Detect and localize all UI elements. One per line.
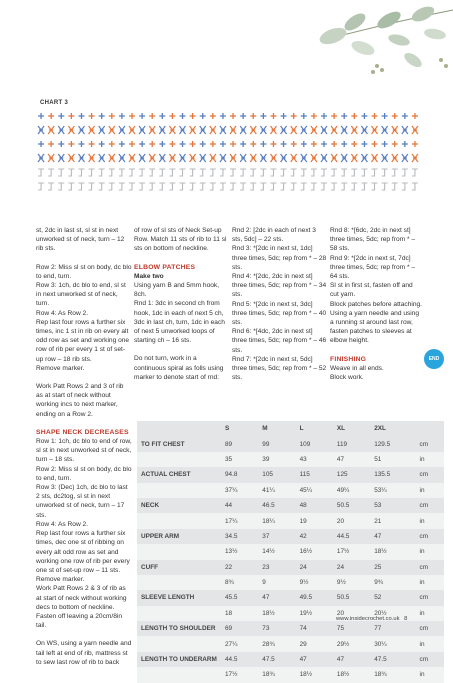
measurement-label	[137, 544, 221, 559]
section-heading: SHAPE NECK DECREASES	[36, 428, 129, 436]
text-column-1	[36, 226, 132, 676]
measurement-value: 44.5	[221, 652, 258, 667]
measurement-unit: cm	[416, 652, 444, 667]
measurement-label	[137, 667, 221, 682]
text-column-2	[134, 226, 230, 391]
paragraph: On WS, using a yarn needle and tail left at end of rib, mattress st to sew last row of rib to back	[36, 640, 132, 666]
chart-stitch-symbol	[210, 183, 216, 190]
paragraph: of row of sl sts of Neck Set-up Row. Match 11 sts of rib to 11 sl sts on bottom of neckline.	[134, 227, 227, 253]
size-header: 2XL	[370, 421, 415, 436]
measurement-value: 48	[296, 498, 333, 513]
chart-stitch-symbol	[99, 169, 105, 176]
chart-stitch-symbol	[281, 169, 287, 176]
measurement-value: 47	[370, 529, 415, 544]
table-row	[137, 590, 444, 605]
crochet-symbol-chart	[36, 108, 420, 204]
measurement-unit: in	[416, 606, 444, 621]
table-row	[137, 652, 444, 667]
measurement-label: SLEEVE LENGTH	[137, 590, 221, 605]
measurement-value: 18¾	[258, 667, 295, 682]
measurement-value: 47.5	[258, 652, 295, 667]
measurement-value: 22	[221, 560, 258, 575]
size-header: M	[258, 421, 295, 436]
table-row	[137, 467, 444, 482]
measurement-value: 37¼	[221, 483, 258, 498]
chart-stitch-symbol	[341, 169, 347, 176]
measurement-value: 25	[370, 560, 415, 575]
chart-stitch-symbol	[260, 183, 266, 190]
table-row	[137, 483, 444, 498]
chart-stitch-symbol	[382, 169, 388, 176]
paragraph: Rnd 6: *[4dc, 2dc in next st] three times, 5dc; rep from * – 46 sts.	[232, 328, 327, 354]
measurement-value: 20	[333, 513, 370, 528]
measurement-value: 53	[370, 498, 415, 513]
footer-url: www.insidecrochet.co.uk	[336, 616, 400, 622]
measurement-unit: cm	[416, 590, 444, 605]
paragraph: Rnd 2: [2dc in each of next 3 sts, 5dc] – 22 sts.	[232, 227, 316, 244]
measurement-value: 9½	[333, 575, 370, 590]
measurement-value: 20½	[370, 606, 415, 621]
chart-stitch-symbol	[89, 183, 95, 190]
measurement-value: 47	[258, 590, 295, 605]
measurement-value: 17¼	[221, 513, 258, 528]
table-row	[137, 498, 444, 513]
paragraph: Fasten off leaving a 20cm/8in tail.	[36, 612, 123, 630]
chart-stitch-symbol	[119, 183, 125, 190]
measurement-value: 47	[296, 652, 333, 667]
chart-stitch-symbol	[250, 183, 256, 190]
chart-stitch-symbol	[78, 169, 84, 176]
chart-stitch-symbol	[240, 169, 246, 176]
measurement-unit: in	[416, 575, 444, 590]
chart-stitch-symbol	[341, 183, 347, 190]
paragraph: Rep last four rows a further six times, dec one st of ribbing on every alt odd row as set and working one row of rib per every one st of set-up row – 11 sts.	[36, 530, 130, 574]
measurement-value: 50.5	[333, 590, 370, 605]
section-heading: FINISHING	[330, 355, 367, 363]
measurement-value: 39	[258, 452, 295, 467]
paragraph: Block work.	[330, 374, 364, 382]
paragraph: Sl st in first st, fasten off and cut yarn.	[330, 282, 413, 299]
measurement-value: 77	[370, 621, 415, 636]
chart-stitch-symbol	[78, 183, 84, 190]
chart-stitch-symbol	[321, 169, 327, 176]
measurement-value: 49¼	[333, 483, 370, 498]
measurement-value: 75	[333, 621, 370, 636]
chart-stitch-symbol	[109, 169, 115, 176]
measurement-value: 28¾	[258, 636, 295, 651]
size-header: L	[296, 421, 333, 436]
chart-stitch-symbol	[402, 169, 408, 176]
paragraph: st, 2dc in last st, sl st in next unworked st of neck, turn – 12 rib sts.	[36, 227, 125, 253]
chart-stitch-symbol	[351, 183, 357, 190]
measurement-unit: cm	[416, 498, 444, 513]
measurement-value: 52	[370, 590, 415, 605]
measurement-value: 9	[258, 575, 295, 590]
size-header-unit	[416, 421, 444, 436]
chart-stitch-symbol	[48, 169, 54, 176]
measurement-label	[137, 483, 221, 498]
measurement-label: LENGTH TO SHOULDER	[137, 621, 221, 636]
measurement-value: 24	[296, 560, 333, 575]
measurement-value: 34.5	[221, 529, 258, 544]
measurement-label	[137, 452, 221, 467]
chart-stitch-symbol	[159, 169, 165, 176]
paragraph: Using a yarn needle and using a running st around last row, fasten patches to sleeves at elbow height.	[330, 309, 420, 345]
paragraph: Remove marker.	[36, 576, 85, 584]
chart-stitch-symbol	[321, 183, 327, 190]
measurement-label: CUFF	[137, 560, 221, 575]
chart-title: CHART 3	[40, 100, 69, 106]
measurement-unit: cm	[416, 529, 444, 544]
section-heading: ELBOW PATCHES	[134, 263, 196, 271]
measurement-unit: in	[416, 483, 444, 498]
measurement-value: 47	[333, 652, 370, 667]
paragraph: Rnd 8: *[6dc, 2dc in next st] three times, 5dc; rep from * – 58 sts.	[330, 227, 416, 253]
footer-page-number: 8	[404, 616, 408, 622]
measurement-value: 19	[296, 513, 333, 528]
measurement-value: 50.5	[333, 498, 370, 513]
measurement-value: 18½	[370, 544, 415, 559]
chart-stitch-symbol	[291, 183, 297, 190]
measurement-unit: cm	[416, 467, 444, 482]
chart-stitch-symbol	[109, 183, 115, 190]
measurement-label	[137, 636, 221, 651]
size-header-row	[137, 421, 444, 436]
chart-stitch-symbol	[38, 183, 44, 190]
paragraph: Rnd 9: *[2dc in next st, 7dc] three times, 5dc; rep from * – 64 sts.	[330, 254, 416, 281]
end-badge: END	[424, 349, 444, 369]
measurement-value: 27¼	[221, 636, 258, 651]
paragraph: Rnd 4: *[2dc, 2dc in next st] three times, 5dc; rep from * – 34 sts.	[232, 273, 327, 299]
chart-stitch-symbol	[311, 169, 317, 176]
measurement-value: 51	[370, 452, 415, 467]
size-header-label	[137, 421, 221, 436]
chart-stitch-symbol	[361, 169, 367, 176]
chart-stitch-symbol	[291, 169, 297, 176]
paragraph: Row 2: Miss sl st on body, dc blo to end, turn.	[36, 263, 132, 280]
text-column-3	[232, 226, 328, 391]
table-row	[137, 452, 444, 467]
chart-stitch-symbol	[240, 183, 246, 190]
chart-stitch-symbol	[331, 183, 337, 190]
paragraph: Row 3: 1ch, dc blo to end, sl st in next unworked st of neck, turn.	[36, 282, 126, 308]
paragraph: Using yarn B and 5mm hook, 8ch.	[134, 282, 220, 299]
measurement-label	[137, 513, 221, 528]
paragraph: Rnd 1: 3dc in second ch from hook, 1dc in each of next 5 ch, 3dc in last ch, turn, 1dc in each of next 5 unworked loops of starting ch – 16 sts.	[134, 300, 225, 345]
chart-stitch-symbol	[129, 183, 135, 190]
measurement-value: 47.5	[370, 652, 415, 667]
chart-stitch-symbol	[331, 169, 337, 176]
measurement-value: 18½	[258, 606, 295, 621]
paragraph: Block patches before attaching.	[330, 300, 423, 308]
measurement-value: 13½	[221, 544, 258, 559]
measurement-value: 45¼	[296, 483, 333, 498]
measurement-value: 18½	[296, 667, 333, 682]
chart-stitch-symbol	[281, 183, 287, 190]
measurement-value: 115	[296, 467, 333, 482]
measurement-value: 18	[221, 606, 258, 621]
chart-stitch-symbol	[392, 183, 398, 190]
paragraph: Rep last four rows a further six times, inc 1 st in rib on every alt odd row as set and working one row of rib per every 1 st of set-up row – 18 rib sts.	[36, 318, 130, 363]
measurement-value: 129.5	[370, 436, 415, 451]
measurement-value: 94.8	[221, 467, 258, 482]
chart-stitch-symbol	[250, 169, 256, 176]
paragraph: Remove marker.	[36, 364, 85, 372]
measurement-value: 74	[296, 621, 333, 636]
paragraph: Row 3: (Dec) 1ch, dc blo to last 2 sts, dc2tog, sl st in next unworked st of neck, turn – 17 sts.	[36, 484, 128, 519]
eucalyptus-leaves-illustration	[303, 0, 453, 90]
measurement-label	[137, 575, 221, 590]
chart-stitch-symbol	[190, 169, 196, 176]
chart-stitch-symbol	[200, 169, 206, 176]
chart-stitch-symbol	[301, 183, 307, 190]
size-table	[137, 421, 444, 683]
chart-stitch-symbol	[412, 169, 418, 176]
measurement-value: 29	[296, 636, 333, 651]
measurement-label: UPPER ARM	[137, 529, 221, 544]
table-row	[137, 544, 444, 559]
table-row	[137, 436, 444, 451]
measurement-value: 109	[296, 436, 333, 451]
measurement-value: 47	[333, 452, 370, 467]
measurement-value: 18½	[333, 667, 370, 682]
table-row	[137, 513, 444, 528]
chart-stitch-symbol	[230, 169, 236, 176]
table-row	[137, 529, 444, 544]
chart-stitch-symbol	[382, 183, 388, 190]
chart-stitch-symbol	[169, 169, 175, 176]
measurement-unit: in	[416, 452, 444, 467]
chart-stitch-symbol	[200, 183, 206, 190]
paragraph: Rnd 3: *[2dc in next st, 1dc] three times, 5dc; rep from * – 28 sts.	[232, 245, 327, 271]
measurement-value: 8¾	[221, 575, 258, 590]
measurement-label	[137, 606, 221, 621]
measurement-value: 43	[296, 452, 333, 467]
chart-stitch-symbol	[190, 183, 196, 190]
measurement-value: 21	[370, 513, 415, 528]
measurement-value: 44.5	[333, 529, 370, 544]
paragraph: Rnd 5: *[2dc in next st, 3dc] three times, 5dc; rep from * – 40 sts.	[232, 300, 327, 327]
measurement-value: 23	[258, 560, 295, 575]
chart-stitch-symbol	[139, 169, 145, 176]
table-row	[137, 575, 444, 590]
measurement-value: 24	[333, 560, 370, 575]
measurement-value: 41¼	[258, 483, 295, 498]
chart-stitch-symbol	[89, 169, 95, 176]
measurement-unit: cm	[416, 621, 444, 636]
chart-stitch-symbol	[180, 169, 186, 176]
measurement-value: 9½	[296, 575, 333, 590]
measurement-value: 14½	[258, 544, 295, 559]
measurement-value: 19½	[296, 606, 333, 621]
chart-stitch-symbol	[301, 169, 307, 176]
measurement-value: 135.5	[370, 467, 415, 482]
measurement-unit: in	[416, 667, 444, 682]
chart-stitch-symbol	[230, 183, 236, 190]
chart-stitch-symbol	[270, 183, 276, 190]
chart-stitch-symbol	[180, 183, 186, 190]
measurement-value: 35	[221, 452, 258, 467]
measurement-unit: in	[416, 636, 444, 651]
measurement-label: NECK	[137, 498, 221, 513]
measurement-value: 37	[258, 529, 295, 544]
page-footer	[336, 616, 407, 622]
measurement-value: 20	[333, 606, 370, 621]
chart-stitch-symbol	[210, 169, 216, 176]
chart-stitch-symbol	[68, 169, 74, 176]
chart-stitch-symbol	[58, 169, 64, 176]
paragraph: Do not turn, work in a continuous spiral as folls using marker to denote start of rnd:	[134, 355, 224, 381]
size-header: S	[221, 421, 258, 436]
table-row	[137, 667, 444, 682]
size-header: XL	[333, 421, 370, 436]
chart-stitch-symbol	[139, 183, 145, 190]
measurement-label: TO FIT CHEST	[137, 436, 221, 451]
chart-stitch-symbol	[311, 183, 317, 190]
measurement-unit: in	[416, 513, 444, 528]
text-column-4	[330, 226, 422, 391]
chart-stitch-symbol	[220, 183, 226, 190]
measurement-value: 69	[221, 621, 258, 636]
chart-stitch-symbol	[159, 183, 165, 190]
chart-stitch-symbol	[169, 183, 175, 190]
measurement-value: 16½	[296, 544, 333, 559]
chart-stitch-symbol	[220, 169, 226, 176]
paragraph: Row 4: As Row 2.	[36, 520, 89, 528]
chart-stitch-symbol	[48, 183, 54, 190]
chart-stitch-symbol	[372, 169, 378, 176]
measurement-value: 125	[333, 467, 370, 482]
subheading: Make two	[134, 272, 164, 280]
table-row	[137, 560, 444, 575]
paragraph: Weave in all ends.	[330, 364, 384, 372]
measurement-value: 105	[258, 467, 295, 482]
chart-stitch-symbol	[392, 169, 398, 176]
measurement-label: LENGTH TO UNDERARM	[137, 652, 221, 667]
chart-stitch-symbol	[149, 183, 155, 190]
paragraph: Work Patt Rows 2 & 3 of rib as at start of neck without working decs to bottom of neckline.	[36, 585, 127, 611]
measurement-value: 119	[333, 436, 370, 451]
chart-stitch-symbol	[99, 183, 105, 190]
paragraph: Row 1: 1ch, dc blo to end of row, sl st in next unworked st of neck, turn – 18 sts.	[36, 438, 132, 464]
chart-stitch-symbol	[402, 183, 408, 190]
measurement-value: 18¾	[370, 667, 415, 682]
measurement-value: 49.5	[296, 590, 333, 605]
chart-stitch-symbol	[372, 183, 378, 190]
chart-stitch-symbol	[58, 183, 64, 190]
measurement-value: 42	[296, 529, 333, 544]
table-row	[137, 636, 444, 651]
measurement-value: 18¼	[258, 513, 295, 528]
measurement-value: 73	[258, 621, 295, 636]
measurement-value: 46.5	[258, 498, 295, 513]
measurement-value: 45.5	[221, 590, 258, 605]
measurement-value: 17½	[333, 544, 370, 559]
chart-stitch-symbol	[68, 183, 74, 190]
chart-stitch-symbol	[270, 169, 276, 176]
paragraph: Work Patt Rows 2 and 3 of rib as at start of neck without working incs to next marker, ending on a Row 2.	[36, 383, 124, 418]
chart-stitch-symbol	[119, 169, 125, 176]
measurement-value: 53¼	[370, 483, 415, 498]
measurement-value: 44	[221, 498, 258, 513]
chart-stitch-symbol	[149, 169, 155, 176]
chart-stitch-symbol	[129, 169, 135, 176]
table-row	[137, 621, 444, 636]
chart-stitch-symbol	[38, 169, 44, 176]
paragraph: Row 4: As Row 2.	[36, 309, 89, 317]
chart-stitch-symbol	[412, 183, 418, 190]
chart-stitch-symbol	[351, 169, 357, 176]
measurement-value: 17½	[221, 667, 258, 682]
measurement-label: ACTUAL CHEST	[137, 467, 221, 482]
measurement-unit: in	[416, 544, 444, 559]
chart-stitch-symbol	[260, 169, 266, 176]
measurement-value: 99	[258, 436, 295, 451]
paragraph: Rnd 7: *[2dc in next st, 5dc] three times, 5dc; rep from * – 52 sts.	[232, 355, 327, 382]
measurement-unit: cm	[416, 436, 444, 451]
measurement-unit: cm	[416, 560, 444, 575]
measurement-value: 29½	[333, 636, 370, 651]
measurement-value: 89	[221, 436, 258, 451]
measurement-value: 30¼	[370, 636, 415, 651]
measurement-value: 9¾	[370, 575, 415, 590]
paragraph: Row 2: Miss sl st on body, dc blo to end, turn.	[36, 465, 132, 482]
chart-stitch-symbol	[361, 183, 367, 190]
